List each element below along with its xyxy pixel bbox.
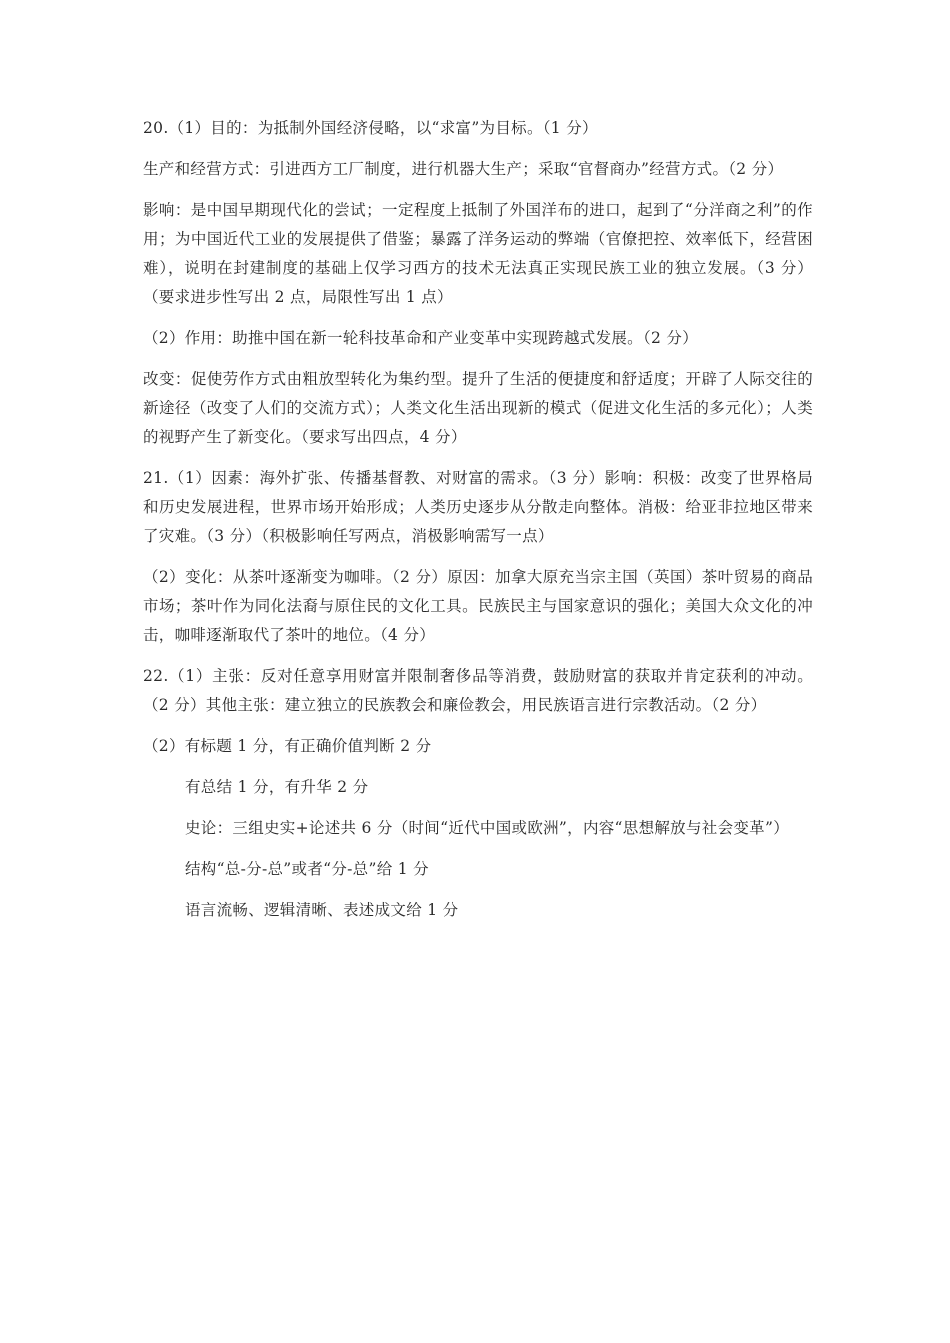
q20-part2-function: （2）作用：助推中国在新一轮科技革命和产业变革中实现跨越式发展。（2 分） [143, 329, 699, 347]
q20-influence: 影响：是中国早期现代化的尝试；一定程度上抵制了外国洋布的进口，起到了“分洋商之利”的作用；为中国近代工业的发展提供了借鉴；暴露了洋务运动的弊端（官僚把控、效率低下，经营困难），说明在封建制度的基础上仅学习西方的技术无法真正实现民族工业的独立发展。（3 分）（要求进步性写出 2 点，局限性写出 1 点） [143, 201, 813, 306]
answer-key-content [143, 114, 813, 937]
q20-part1-purpose: 20.（1）目的：为抵制外国经济侵略，以“求富”为目标。（1 分） [143, 119, 598, 137]
q22-part2-title: （2）有标题 1 分，有正确价值判断 2 分 [143, 737, 432, 755]
q20-changes: 改变：促使劳作方式由粗放型转化为集约型。提升了生活的便捷度和舒适度；开辟了人际交往的新途径（改变了人们的交流方式）；人类文化生活出现新的模式（促进文化生活的多元化）；人类的视野产生了新变化。（要求写出四点，4 分） [143, 370, 813, 446]
q22-criteria-item: 有总结 1 分，有升华 2 分 [185, 778, 369, 796]
q22-criteria-item: 结构“总-分-总”或者“分-总”给 1 分 [185, 860, 429, 878]
q22-part1: 22.（1）主张：反对任意享用财富并限制奢侈品等消费，鼓励财富的获取并肯定获利的冲动。（2 分）其他主张：建立独立的民族教会和廉俭教会，用民族语言进行宗教活动。（2 分） [143, 667, 813, 714]
q22-criteria-item: 语言流畅、逻辑清晰、表述成文给 1 分 [185, 901, 459, 919]
q21-part1: 21.（1）因素：海外扩张、传播基督教、对财富的需求。（3 分）影响：积极：改变了世界格局和历史发展进程，世界市场开始形成；人类历史逐步从分散走向整体。消极：给亚非拉地区带来了灾难。（3 分）（积极影响任写两点，消极影响需写一点） [143, 469, 813, 545]
q20-production-method: 生产和经营方式：引进西方工厂制度，进行机器大生产；采取“官督商办”经营方式。（2 分） [143, 160, 784, 178]
q22-criteria-item: 史论：三组史实+论述共 6 分（时间“近代中国或欧洲”，内容“思想解放与社会变革”） [185, 819, 790, 837]
q21-part2: （2）变化：从茶叶逐渐变为咖啡。（2 分）原因：加拿大原充当宗主国（英国）茶叶贸易的商品市场；茶叶作为同化法裔与原住民的文化工具。民族民主与国家意识的强化；美国大众文化的冲击，咖啡逐渐取代了茶叶的地位。（4 分） [143, 568, 813, 644]
